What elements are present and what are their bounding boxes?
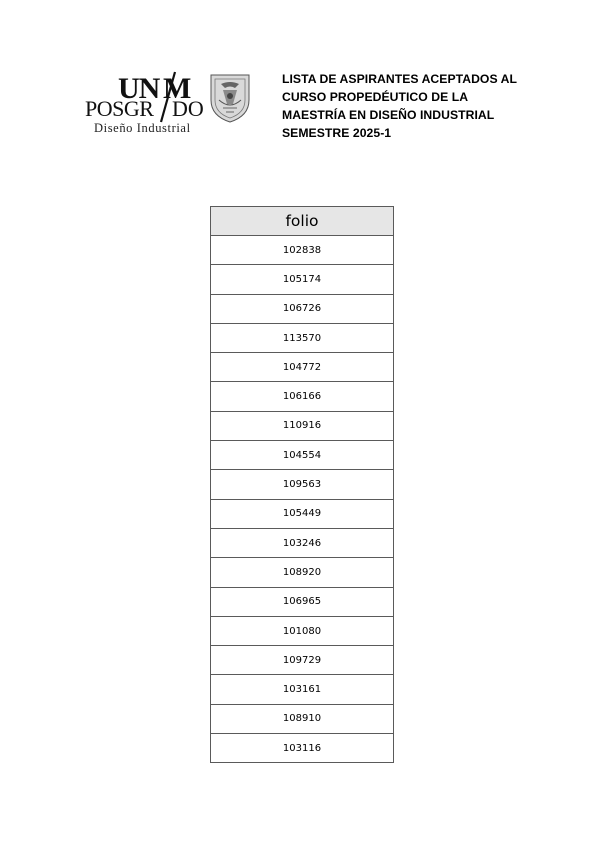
folio-cell: 104554 — [211, 441, 394, 470]
folio-cell: 106965 — [211, 587, 394, 616]
folio-cell: 103246 — [211, 528, 394, 557]
table-row — [211, 236, 394, 265]
folio-cell: 109563 — [211, 470, 394, 499]
logo-program-text: Diseño Industrial — [94, 121, 191, 135]
logo-posgrado-text-do: DO — [172, 96, 204, 121]
table-row — [211, 558, 394, 587]
folio-cell: 105449 — [211, 499, 394, 528]
folio-cell: 104772 — [211, 353, 394, 382]
folio-cell: 108920 — [211, 558, 394, 587]
folio-cell: 113570 — [211, 323, 394, 352]
folio-cell: 106726 — [211, 294, 394, 323]
table-row — [211, 323, 394, 352]
folio-cell: 102838 — [211, 236, 394, 265]
table-row — [211, 294, 394, 323]
folio-cell: 101080 — [211, 616, 394, 645]
table-row — [211, 587, 394, 616]
table-row — [211, 616, 394, 645]
table-row — [211, 734, 394, 763]
folio-table — [210, 206, 394, 763]
table-row — [211, 441, 394, 470]
folio-cell: 105174 — [211, 265, 394, 294]
logo-posgrado-text: POSGR — [85, 96, 154, 121]
title-line-3: MAESTRÍA EN DISEÑO INDUSTRIAL — [282, 108, 495, 122]
table-row — [211, 499, 394, 528]
table-row — [211, 470, 394, 499]
table-row — [211, 265, 394, 294]
folio-cell: 110916 — [211, 411, 394, 440]
folio-cell: 103161 — [211, 675, 394, 704]
unam-seal-icon — [211, 75, 249, 122]
folio-cell: 103116 — [211, 734, 394, 763]
table-header-row — [211, 207, 394, 236]
posgrado-logo — [83, 70, 255, 138]
table-row — [211, 411, 394, 440]
table-row — [211, 675, 394, 704]
table-row — [211, 382, 394, 411]
title-line-4: SEMESTRE 2025-1 — [282, 126, 392, 140]
folio-column-header: folio — [211, 207, 394, 236]
table-row — [211, 646, 394, 675]
title-line-2: CURSO PROPEDÉUTICO DE LA — [282, 90, 469, 104]
folio-cell: 108910 — [211, 704, 394, 733]
document-title — [282, 70, 542, 142]
folio-table-body — [211, 236, 394, 763]
logo-unam-text-m: M — [163, 72, 192, 105]
table-row — [211, 704, 394, 733]
logo-unam-text: UN — [118, 72, 160, 105]
folio-cell: 109729 — [211, 646, 394, 675]
folio-cell: 106166 — [211, 382, 394, 411]
table-row — [211, 528, 394, 557]
title-line-1: LISTA DE ASPIRANTES ACEPTADOS AL — [282, 72, 517, 86]
unam-posgrado-logo-svg — [83, 70, 255, 138]
table-row — [211, 353, 394, 382]
